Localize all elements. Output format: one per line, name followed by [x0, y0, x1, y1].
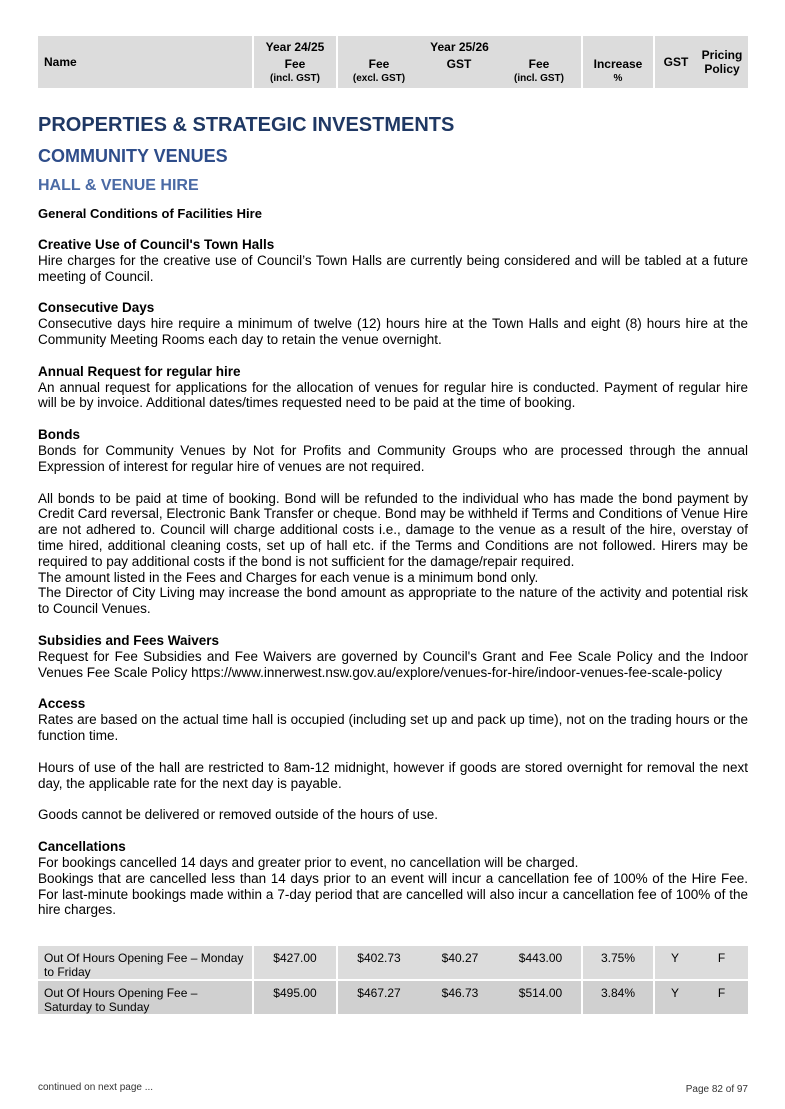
- header-name-cell: [38, 36, 252, 88]
- fee-pricing-policy: F: [717, 951, 726, 965]
- fee-increase: 3.75%: [600, 951, 636, 965]
- fee-row: [38, 946, 748, 979]
- fee-table-body: [38, 946, 748, 1016]
- header-increase: Increase: [593, 57, 643, 71]
- fee-pricing-policy-cell: [695, 946, 748, 979]
- condition-heading: Cancellations: [38, 839, 126, 855]
- fee-incl-gst: $443.00: [518, 951, 563, 965]
- general-conditions-heading: General Conditions of Facilities Hire: [38, 206, 262, 221]
- fee-excl-gst: $467.27: [357, 986, 401, 1000]
- header-fee-prev: Fee: [284, 57, 306, 71]
- condition-paragraph: Bookings that are cancelled less than 14 days prior to an event will incur a cancellation fee of 100% of the Hire Fee. For last-minute bookings made within a 7-day period that are cancelled will also incur a cancellation fee of 100% of the hire charges.: [38, 870, 748, 918]
- header-incl-gst-prev: (incl. GST): [270, 73, 320, 84]
- subsection-title: COMMUNITY VENUES: [38, 146, 228, 166]
- fee-prev-year: $427.00: [273, 951, 317, 965]
- header-prev-year-cell: [254, 36, 336, 88]
- condition-section: [38, 427, 748, 474]
- condition-section: [38, 760, 748, 792]
- fee-gst-flag-cell: [655, 981, 695, 1014]
- condition-paragraph: Hire charges for the creative use of Council’s Town Halls are currently being considered and will be tabled at a future meeting of Council.: [38, 252, 748, 284]
- fee-gst-cell: [420, 981, 500, 1014]
- fee-increase-cell: [583, 981, 653, 1014]
- fee-pricing-policy: F: [717, 986, 726, 1000]
- condition-paragraph: Goods cannot be delivered or removed outside of the hours of use.: [38, 807, 438, 823]
- condition-section: [38, 491, 748, 617]
- fee-incl-gst-cell: [500, 981, 581, 1014]
- condition-paragraph: The Director of City Living may increase the bond amount as appropriate to the nature of the activity and potential risk to Council Venues.: [38, 585, 748, 617]
- fee-gst: $46.73: [441, 986, 479, 1000]
- fee-gst: $40.27: [441, 951, 479, 965]
- fee-name: Out Of Hours Opening Fee – Saturday to Sunday: [38, 981, 252, 1014]
- condition-section: [38, 364, 748, 411]
- conditions-body: [38, 237, 748, 934]
- header-increase-cell: [583, 36, 653, 88]
- header-next-year-cell: [338, 36, 581, 88]
- fee-increase-cell: [583, 946, 653, 979]
- fee-gst-flag: Y: [670, 951, 679, 965]
- fee-excl-gst: $402.73: [357, 951, 401, 965]
- fee-increase: 3.84%: [600, 986, 636, 1000]
- fee-prev-year: $495.00: [273, 986, 317, 1000]
- page-number: Page 82 of 97: [685, 1084, 748, 1095]
- header-year-next: Year 25/26: [430, 40, 489, 54]
- condition-section: [38, 839, 748, 918]
- condition-heading: Subsidies and Fees Waivers: [38, 632, 220, 648]
- continued-note: continued on next page ...: [38, 1082, 154, 1093]
- condition-heading: Annual Request for regular hire: [38, 363, 241, 379]
- condition-section: [38, 300, 748, 347]
- header-name: Name: [44, 55, 77, 69]
- condition-paragraph: Rates are based on the actual time hall is occupied (including set up and pack up time), not on the trading hours or the function time.: [38, 712, 748, 743]
- condition-paragraph: Consecutive days hire require a minimum of twelve (12) hours hire at the Town Halls and eight (8) hours hire at the Community Meeting Rooms each day to retain the venue overnight.: [38, 316, 748, 347]
- fee-gst-cell: [420, 946, 500, 979]
- condition-heading: Creative Use of Council's Town Halls: [38, 237, 275, 252]
- condition-heading: Consecutive Days: [38, 300, 155, 316]
- condition-section: [38, 696, 748, 743]
- condition-paragraph: The amount listed in the Fees and Charges for each venue is a minimum bond only.: [38, 569, 539, 585]
- header-percent: %: [613, 73, 623, 84]
- fee-row: [38, 981, 748, 1014]
- condition-paragraph: Request for Fee Subsidies and Fee Waivers are governed by Council's Grant and Fee Scale Policy and the Indoor Venues Fee Scale Policy https://www.innerwest.nsw.gov.au/explore/venues-for-hire/indoor-venues-fee-scale-policy: [38, 648, 748, 680]
- condition-section: [38, 237, 748, 284]
- category-title: HALL & VENUE HIRE: [38, 177, 199, 194]
- condition-paragraph: All bonds to be paid at time of booking. Bond will be refunded to the individual who has made the bond payment by Credit Card reversal, Electronic Bank Transfer or cheque. Bond may be withheld if Terms and Conditions of Venue Hire are not adhered to. Council will charge additional costs i.e., damage to the venue as a result of the hire, overstay of time hired, additional cleaning costs, set up of hall etc. if the Terms and Conditions are not followed. Hirers may be required to pay additional costs if the bond is not sufficient for the damage/repair required.: [38, 490, 748, 569]
- header-year-prev: Year 24/25: [265, 40, 325, 54]
- fee-excl-gst-cell: [338, 946, 420, 979]
- header-fee-excl: Fee: [368, 57, 390, 71]
- condition-heading: Bonds: [38, 427, 80, 443]
- fee-incl-gst-cell: [500, 946, 581, 979]
- condition-section: [38, 633, 748, 680]
- condition-paragraph: Bonds for Community Venues by Not for Profits and Community Groups who are processed through the annual Expression of interest for regular hire of venues are not required.: [38, 442, 748, 474]
- header-gst-policy-cell: [655, 36, 748, 88]
- condition-paragraph: Hours of use of the hall are restricted to 8am-12 midnight, however if goods are stored overnight for removal the next day, the applicable rate for the next day is payable.: [38, 759, 748, 791]
- fee-prev-year-cell: [254, 946, 336, 979]
- header-policy: Policy: [704, 62, 740, 76]
- fee-name: Out Of Hours Opening Fee – Monday to Friday: [38, 946, 252, 979]
- fee-gst-flag-cell: [655, 946, 695, 979]
- header-gst-col: GST: [663, 55, 689, 69]
- header-excl-gst: (excl. GST): [352, 73, 406, 84]
- fee-excl-gst-cell: [338, 981, 420, 1014]
- fee-table-header: [38, 36, 748, 88]
- condition-paragraph: For bookings cancelled 14 days and greater prior to event, no cancellation will be charged.: [38, 854, 579, 870]
- condition-paragraph: An annual request for applications for the allocation of venues for regular hire is conducted. Payment of regular hire will be by invoice. Additional dates/times requested need to be paid at the time of booking.: [38, 379, 748, 411]
- header-incl-gst-next: (incl. GST): [514, 73, 564, 84]
- header-pricing: Pricing: [701, 48, 743, 62]
- condition-heading: Access: [38, 696, 86, 712]
- header-gst: GST: [446, 57, 472, 71]
- condition-section: [38, 807, 748, 823]
- fee-incl-gst: $514.00: [518, 986, 563, 1000]
- fee-pricing-policy-cell: [695, 981, 748, 1014]
- fee-gst-flag: Y: [670, 986, 679, 1000]
- fee-prev-year-cell: [254, 981, 336, 1014]
- section-title: PROPERTIES & STRATEGIC INVESTMENTS: [38, 114, 455, 136]
- document-page: [38, 36, 748, 1014]
- header-fee-incl: Fee: [528, 57, 550, 71]
